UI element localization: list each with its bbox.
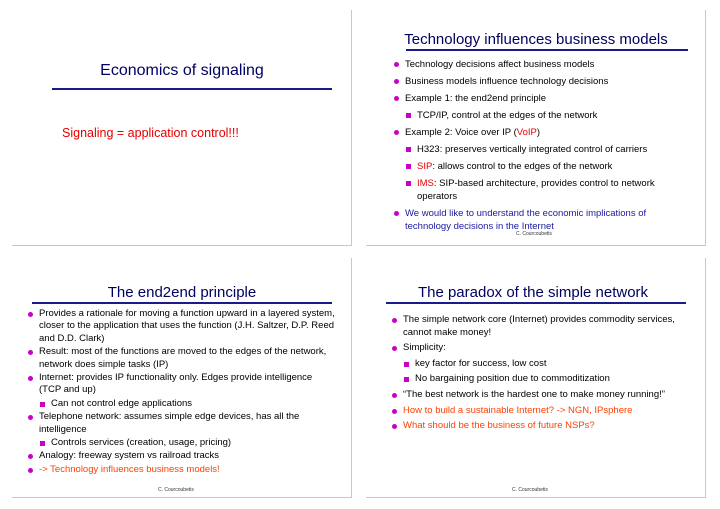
bullet-item: Telephone network: assumes simple edge devices, has all the intelligence xyxy=(26,411,336,436)
title-underline xyxy=(386,302,686,304)
bullet-item: Analogy: freeway system vs railroad tracks xyxy=(26,450,336,462)
bullet-item: Example 1: the end2end principle xyxy=(392,92,692,105)
slide-technology-influences-business-models xyxy=(366,10,706,246)
bullet-item: “The best network is the hardest one to make money running!” xyxy=(390,389,690,402)
highlight-term: SIP xyxy=(417,161,433,172)
bullet-item: Example 2: Voice over IP (VoIP) xyxy=(392,126,692,139)
bullet-item: Provides a rationale for moving a function upward in a layered system, closer to the application that uses the function (J.H. Saltzer, D.P. Reed and D.D. Clark) xyxy=(26,308,336,345)
bullet-item: -> Technology influences business models! xyxy=(26,464,336,476)
sub-bullet-item: Can not control edge applications xyxy=(26,398,336,410)
slide-title: The paradox of the simple network xyxy=(417,284,649,301)
bullet-item: What should be the business of future NSPs? xyxy=(390,420,690,433)
bullet-list xyxy=(26,308,336,476)
title-underline xyxy=(52,88,332,90)
sub-bullet-item: Controls services (creation, usage, pricing) xyxy=(26,437,336,449)
sub-bullet-item: No bargaining position due to commoditization xyxy=(390,373,690,386)
bullet-list xyxy=(392,58,692,233)
bullet-item: Simplicity: xyxy=(390,342,690,355)
title-underline xyxy=(32,302,332,304)
bullet-item: The simple network core (Internet) provides commodity services, cannot make money! xyxy=(390,314,690,339)
slide-paradox-of-simple-network xyxy=(366,258,706,498)
slide-title: The end2end principle xyxy=(107,284,257,301)
bullet-item: We would like to understand the economic implications of technology decisions in the Internet xyxy=(392,207,692,233)
highlight-term: VoIP xyxy=(516,127,537,138)
sub-bullet-item: IMS: SIP-based architecture, provides control to network operators xyxy=(392,177,692,203)
highlight-term: IMS xyxy=(417,178,434,189)
slide-subtitle: Signaling = application control!!! xyxy=(62,126,239,140)
bullet-item: Technology decisions affect business models xyxy=(392,58,692,71)
sub-bullet-item: TCP/IP, control at the edges of the network xyxy=(392,109,692,122)
bullet-list xyxy=(390,314,690,433)
slide-title: Economics of signaling xyxy=(100,62,264,79)
title-underline xyxy=(406,49,688,51)
slide-economics-of-signaling xyxy=(12,10,352,246)
bullet-item: Business models influence technology decisions xyxy=(392,75,692,88)
sub-bullet-item: H323: preserves vertically integrated control of carriers xyxy=(392,143,692,156)
slide-title: Technology influences business models xyxy=(404,31,668,48)
bullet-item: Internet: provides IP functionality only. Edges provide intelligence (TCP and up) xyxy=(26,372,336,397)
slide-end2end-principle xyxy=(12,258,352,498)
sub-bullet-item: SIP: allows control to the edges of the network xyxy=(392,160,692,173)
slide-footer: C. Courcoubetis xyxy=(516,231,552,237)
bullet-item: Result: most of the functions are moved to the edges of the network, network does simple tasks (IP) xyxy=(26,346,336,371)
bullet-item: How to build a sustainable Internet? -> NGN, IPsphere xyxy=(390,405,690,418)
slide-footer: C. Courcoubetis xyxy=(512,487,548,493)
sub-bullet-item: key factor for success, low cost xyxy=(390,358,690,371)
slide-footer: C. Courcoubetis xyxy=(158,487,194,493)
